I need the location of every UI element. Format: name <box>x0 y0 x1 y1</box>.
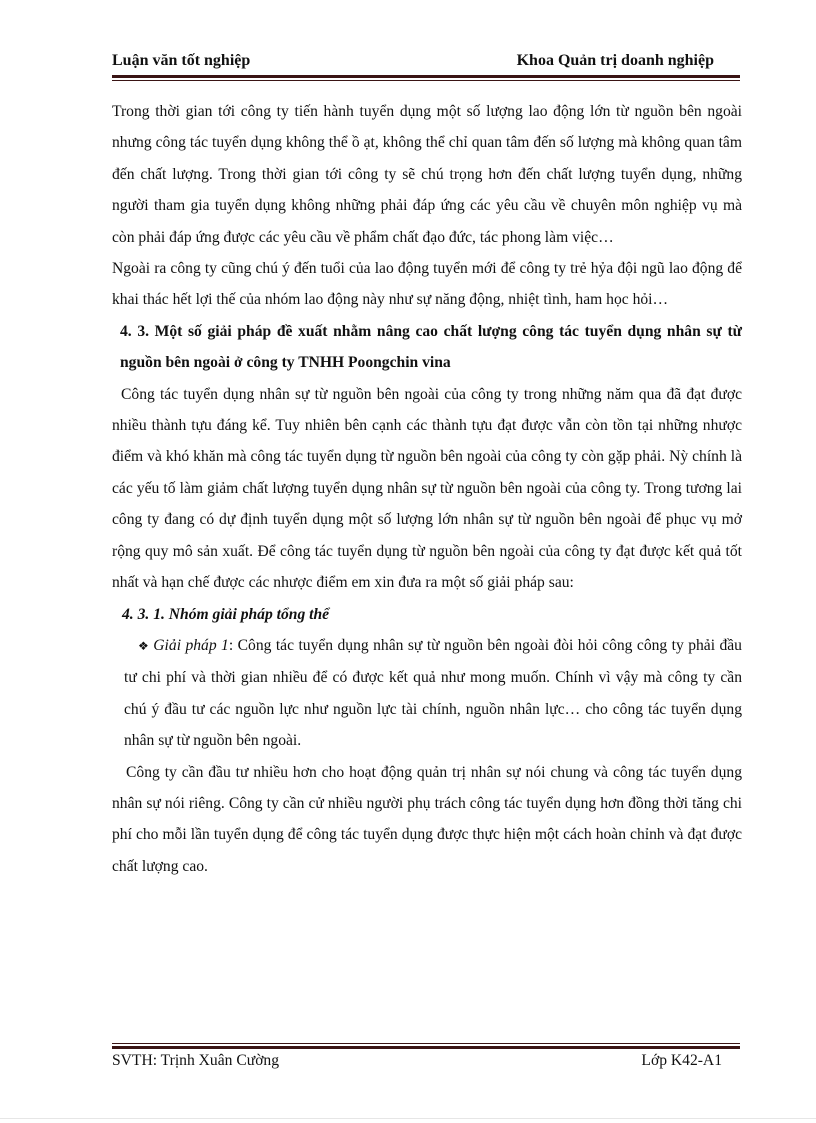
paragraph-age-attention: Ngoài ra công ty cũng chú ý đến tuổi của lao động tuyển mới để công ty trẻ hỷa đội ngũ lao động để khai thác hết lợi thế của nhóm lao động này như sự năng động, nhiệt tình, ham học hỏi… <box>112 260 742 309</box>
document-body <box>112 96 742 882</box>
page-footer <box>112 1052 722 1076</box>
bullet-solution-1 <box>112 630 742 757</box>
page-header <box>112 52 722 76</box>
footer-class: Lớp K42-A1 <box>641 1052 722 1069</box>
diamond-bullet-icon: ❖ <box>138 638 150 653</box>
footer-student-name: SVTH: Trịnh Xuân Cường <box>112 1052 280 1069</box>
header-right-title: Khoa Quản trị doanh nghiệp <box>516 52 714 69</box>
subsection-heading-4-3-1: 4. 3. 1. Nhóm giải pháp tổng thể <box>122 605 330 623</box>
page-bottom-edge <box>0 1118 816 1119</box>
header-left-title: Luận văn tốt nghiệp <box>112 52 251 69</box>
paragraph-hiring-plan: Trong thời gian tới công ty tiến hành tuyển dụng một số lượng lao động lớn từ nguồn bên ngoài nhưng công tác tuyển dụng không thể ồ ạt, không thể chỉ quan tâm đến số lượng mà không quan tâm đến chất lượng. Trong thời gian tới công ty sẽ chú trọng hơn đến chất lượng tuyển dụng, những người tham gia tuyển dụng không những phải đáp ứng các yêu cầu về chuyên môn nghiệp vụ mà còn phải đáp ứng được các yêu cầu về phẩm chất đạo đức, tác phong làm việc… <box>112 103 742 246</box>
section-heading-4-3: 4. 3. Một số giải pháp đề xuất nhằm nâng cao chất lượng công tác tuyển dụng nhân sự từ nguồn bên ngoài ở công ty TNHH Poongchin vina <box>120 322 742 372</box>
paragraph-investment: Công ty cần đầu tư nhiều hơn cho hoạt động quản trị nhân sự nói chung và công tác tuyển dụng nhân sự nói riêng. Công ty cần cử nhiều người phụ trách công tác tuyển dụng hơn đồng thời tăng chi phí cho mỗi lần tuyển dụng để công tác tuyển dụng được thực hiện một cách hoàn chỉnh và đạt được chất lượng cao. <box>112 763 742 875</box>
header-rule-thick <box>112 75 740 78</box>
solution-text: : Công tác tuyển dụng nhân sự từ nguồn bên ngoài đòi hỏi công công ty phải đầu tư chi phí và thời gian nhiều để có được kết quả như mong muốn. Chính vì vậy mà công ty cần chú ý đầu tư các nguồn lực như nguồn lực tài chính, nguồn nhân lực… cho công tác tuyển dụng nhân sự từ nguồn bên ngoài. <box>124 636 742 750</box>
header-rule-thin <box>112 80 740 81</box>
footer-rule-thin <box>112 1043 740 1044</box>
solution-label: Giải pháp 1 <box>153 636 229 654</box>
footer-rule-thick <box>112 1046 740 1049</box>
paragraph-achievements: Công tác tuyển dụng nhân sự từ nguồn bên ngoài của công ty trong những năm qua đã đạt được nhiều thành tựu đáng kể. Tuy nhiên bên cạnh các thành tựu đạt được vẫn còn tồn tại những nhược điểm và khó khăn mà công tác tuyển dụng từ nguồn bên ngoài của công ty còn gặp phải. Nỳ chính là các yếu tố làm giảm chất lượng tuyển dụng nhân sự từ nguồn bên ngoài của công ty. Trong tương lai công ty đang có dự định tuyển dụng một số lượng lớn nhân sự từ nguồn bên ngoài để phục vụ mở rộng quy mô sản xuất. Để công tác tuyển dụng từ nguồn bên ngoài của công ty đạt được kết quả tốt nhất và hạn chế được các nhược điểm em xin đưa ra một số giải pháp sau: <box>112 385 742 592</box>
